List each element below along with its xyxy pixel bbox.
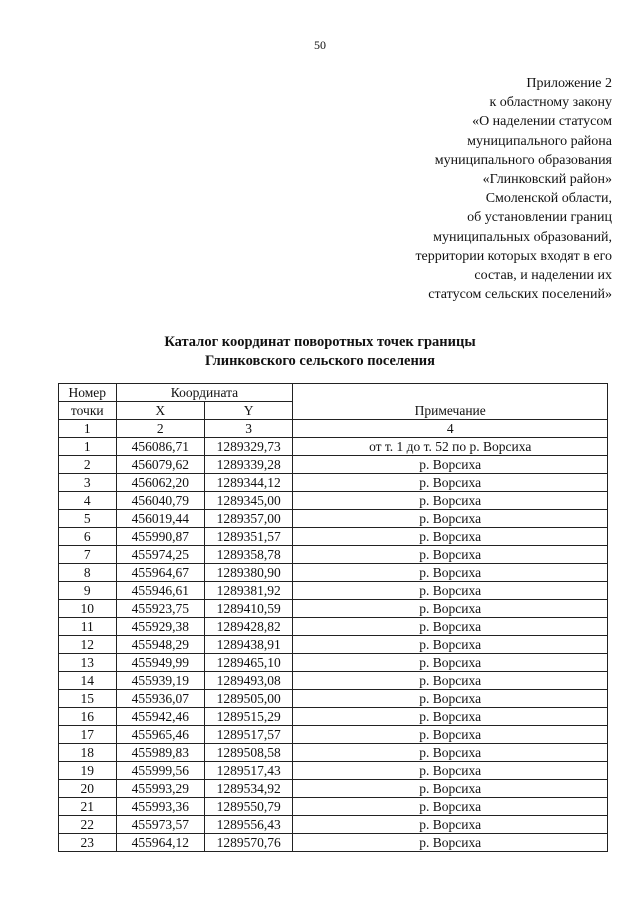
y-coordinate-cell: 1289556,43 <box>204 816 292 834</box>
y-coordinate-cell: 1289351,57 <box>204 528 292 546</box>
appendix-header <box>322 74 612 304</box>
note-cell: р. Ворсиха <box>293 510 608 528</box>
table-row <box>59 654 608 672</box>
appendix-line: к областному закону <box>489 95 612 111</box>
table-row <box>59 762 608 780</box>
header-y: Y <box>204 402 292 420</box>
note-cell: р. Ворсиха <box>293 744 608 762</box>
x-coordinate-cell: 456062,20 <box>116 474 204 492</box>
table-row <box>59 438 608 456</box>
header-coordinate: Координата <box>116 384 293 402</box>
y-coordinate-cell: 1289381,92 <box>204 582 292 600</box>
appendix-line: территории которых входят в его <box>415 248 612 264</box>
point-number-cell: 1 <box>59 438 117 456</box>
x-coordinate-cell: 456086,71 <box>116 438 204 456</box>
y-coordinate-cell: 1289410,59 <box>204 600 292 618</box>
y-coordinate-cell: 1289339,28 <box>204 456 292 474</box>
note-cell: р. Ворсиха <box>293 780 608 798</box>
x-coordinate-cell: 455993,29 <box>116 780 204 798</box>
appendix-line: Смоленской области, <box>485 191 612 207</box>
point-number-cell: 22 <box>59 816 117 834</box>
appendix-line: муниципального образования <box>434 152 612 168</box>
point-number-cell: 21 <box>59 798 117 816</box>
y-coordinate-cell: 1289493,08 <box>204 672 292 690</box>
note-cell: р. Ворсиха <box>293 492 608 510</box>
x-coordinate-cell: 455989,83 <box>116 744 204 762</box>
x-coordinate-cell: 456040,79 <box>116 492 204 510</box>
note-cell: р. Ворсиха <box>293 708 608 726</box>
note-cell: р. Ворсиха <box>293 672 608 690</box>
point-number-cell: 18 <box>59 744 117 762</box>
x-coordinate-cell: 455942,46 <box>116 708 204 726</box>
note-cell: р. Ворсиха <box>293 546 608 564</box>
y-coordinate-cell: 1289345,00 <box>204 492 292 510</box>
note-cell: р. Ворсиха <box>293 816 608 834</box>
note-cell: р. Ворсиха <box>293 834 608 852</box>
note-cell: р. Ворсиха <box>293 798 608 816</box>
table-row <box>59 492 608 510</box>
point-number-cell: 19 <box>59 762 117 780</box>
y-coordinate-cell: 1289438,91 <box>204 636 292 654</box>
table-row <box>59 582 608 600</box>
x-coordinate-cell: 455939,19 <box>116 672 204 690</box>
point-number-cell: 13 <box>59 654 117 672</box>
note-cell: р. Ворсиха <box>293 600 608 618</box>
header-row <box>59 384 608 402</box>
title-line: Каталог координат поворотных точек границы <box>164 334 476 350</box>
y-coordinate-cell: 1289380,90 <box>204 564 292 582</box>
note-cell: от т. 1 до т. 52 по р. Ворсиха <box>293 438 608 456</box>
point-number-cell: 9 <box>59 582 117 600</box>
point-number-cell: 3 <box>59 474 117 492</box>
note-cell: р. Ворсиха <box>293 690 608 708</box>
table-row <box>59 636 608 654</box>
x-coordinate-cell: 455974,25 <box>116 546 204 564</box>
y-coordinate-cell: 1289357,00 <box>204 510 292 528</box>
y-coordinate-cell: 1289358,78 <box>204 546 292 564</box>
point-number-cell: 14 <box>59 672 117 690</box>
page-number: 50 <box>314 38 326 52</box>
appendix-line: муниципальных образований, <box>433 229 612 245</box>
note-cell: р. Ворсиха <box>293 654 608 672</box>
note-cell: р. Ворсиха <box>293 456 608 474</box>
point-number-cell: 16 <box>59 708 117 726</box>
table-row <box>59 672 608 690</box>
x-coordinate-cell: 455948,29 <box>116 636 204 654</box>
y-coordinate-cell: 1289550,79 <box>204 798 292 816</box>
x-coordinate-cell: 455929,38 <box>116 618 204 636</box>
appendix-line: статусом сельских поселений» <box>428 287 612 303</box>
y-coordinate-cell: 1289329,73 <box>204 438 292 456</box>
x-coordinate-cell: 455993,36 <box>116 798 204 816</box>
point-number-cell: 23 <box>59 834 117 852</box>
note-cell: р. Ворсиха <box>293 528 608 546</box>
catalog-title <box>0 333 640 371</box>
table-row <box>59 546 608 564</box>
x-coordinate-cell: 455973,57 <box>116 816 204 834</box>
point-number-cell: 6 <box>59 528 117 546</box>
table-row <box>59 618 608 636</box>
y-coordinate-cell: 1289508,58 <box>204 744 292 762</box>
appendix-line: Приложение 2 <box>526 76 612 91</box>
y-coordinate-cell: 1289515,29 <box>204 708 292 726</box>
point-number-cell: 7 <box>59 546 117 564</box>
y-coordinate-cell: 1289428,82 <box>204 618 292 636</box>
note-cell: р. Ворсиха <box>293 582 608 600</box>
x-coordinate-cell: 456079,62 <box>116 456 204 474</box>
x-coordinate-cell: 455949,99 <box>116 654 204 672</box>
note-cell: р. Ворсиха <box>293 474 608 492</box>
header-note: Примечание <box>293 384 608 420</box>
x-coordinate-cell: 455965,46 <box>116 726 204 744</box>
table-row <box>59 528 608 546</box>
column-index: 3 <box>204 420 292 438</box>
table-row <box>59 798 608 816</box>
note-cell: р. Ворсиха <box>293 564 608 582</box>
header-number-line1: Номер <box>59 384 117 402</box>
header-number-line2: точки <box>59 402 117 420</box>
point-number-cell: 10 <box>59 600 117 618</box>
column-index-row <box>59 420 608 438</box>
coordinates-table <box>58 383 608 852</box>
appendix-line: муниципального района <box>467 133 612 149</box>
note-cell: р. Ворсиха <box>293 726 608 744</box>
x-coordinate-cell: 455946,61 <box>116 582 204 600</box>
x-coordinate-cell: 455964,12 <box>116 834 204 852</box>
header-x: X <box>116 402 204 420</box>
x-coordinate-cell: 455999,56 <box>116 762 204 780</box>
appendix-line: «О наделении статусом <box>472 114 612 130</box>
column-index: 2 <box>116 420 204 438</box>
column-index: 4 <box>293 420 608 438</box>
y-coordinate-cell: 1289465,10 <box>204 654 292 672</box>
note-cell: р. Ворсиха <box>293 618 608 636</box>
point-number-cell: 20 <box>59 780 117 798</box>
x-coordinate-cell: 455923,75 <box>116 600 204 618</box>
y-coordinate-cell: 1289517,57 <box>204 726 292 744</box>
table-row <box>59 690 608 708</box>
y-coordinate-cell: 1289534,92 <box>204 780 292 798</box>
table-row <box>59 510 608 528</box>
point-number-cell: 15 <box>59 690 117 708</box>
note-cell: р. Ворсиха <box>293 636 608 654</box>
table-row <box>59 564 608 582</box>
table-row <box>59 780 608 798</box>
point-number-cell: 11 <box>59 618 117 636</box>
x-coordinate-cell: 455990,87 <box>116 528 204 546</box>
y-coordinate-cell: 1289344,12 <box>204 474 292 492</box>
point-number-cell: 8 <box>59 564 117 582</box>
y-coordinate-cell: 1289517,43 <box>204 762 292 780</box>
note-cell: р. Ворсиха <box>293 762 608 780</box>
appendix-line: состав, и наделении их <box>474 268 612 284</box>
table-row <box>59 456 608 474</box>
point-number-cell: 4 <box>59 492 117 510</box>
table-row <box>59 600 608 618</box>
appendix-line: «Глинковский район» <box>482 172 612 188</box>
x-coordinate-cell: 455936,07 <box>116 690 204 708</box>
point-number-cell: 2 <box>59 456 117 474</box>
table-row <box>59 726 608 744</box>
point-number-cell: 17 <box>59 726 117 744</box>
table-row <box>59 744 608 762</box>
y-coordinate-cell: 1289505,00 <box>204 690 292 708</box>
column-index: 1 <box>59 420 117 438</box>
point-number-cell: 5 <box>59 510 117 528</box>
appendix-line: об установлении границ <box>467 210 612 226</box>
point-number-cell: 12 <box>59 636 117 654</box>
y-coordinate-cell: 1289570,76 <box>204 834 292 852</box>
x-coordinate-cell: 456019,44 <box>116 510 204 528</box>
table-row <box>59 708 608 726</box>
table-row <box>59 816 608 834</box>
table-row <box>59 834 608 852</box>
title-line: Глинковского сельского поселения <box>204 353 436 369</box>
table-row <box>59 474 608 492</box>
x-coordinate-cell: 455964,67 <box>116 564 204 582</box>
